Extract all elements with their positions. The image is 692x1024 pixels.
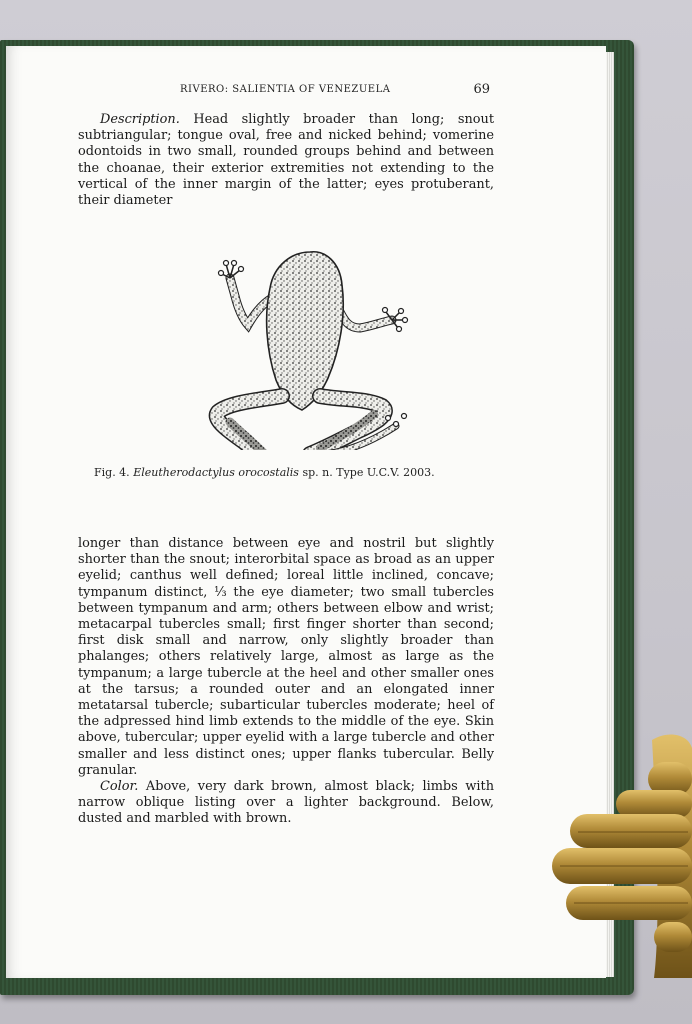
running-head-title: RIVERO: SALIENTIA OF VENEZUELA xyxy=(180,84,391,95)
frog-illustration xyxy=(160,200,410,450)
continuation-paragraph xyxy=(78,536,494,779)
color-text: Above, very dark brown, almost black; limbs with narrow oblique listing over a lighter background. Below, dusted and marbled with brown. xyxy=(78,779,494,827)
continuation-paragraphs xyxy=(78,536,494,828)
page-number: 69 xyxy=(473,82,490,97)
caption-prefix: Fig. 4. xyxy=(94,466,130,479)
running-head xyxy=(180,84,490,95)
caption-suffix: sp. n. Type U.C.V. 2003. xyxy=(302,466,435,479)
description-paragraph xyxy=(78,112,494,209)
continuation-part1: longer than distance between eye and nostril but slightly shorter than the snout; interorbital space as broad as an upper eyelid; canthus well defined; loreal little inclined, concave; tympanum distinct, xyxy=(78,536,494,600)
description-label: Description. xyxy=(100,112,180,127)
description-text: Head slightly broader than long; snout subtriangular; tongue oval, free and nicked behind; vomerine odontoids in two small, rounded groups behind and between the choanae, their exterior extremities not extending to the vertical of the inner margin of the latter; eyes protuberant, their diameter xyxy=(78,112,494,209)
brass-hand-bookend xyxy=(548,728,692,978)
continuation-part2: the eye diameter; two small tubercles between tympanum and arm; others between elbow and wrist; metacarpal tubercles small; first finger shorter than second; first disk small and narrow, only slightly broader than phalanges; others relatively large, almost as large as the tympanum; a large tubercle at the heel and other smaller ones at the tarsus; a rounded outer and an elongated inner metatarsal tubercle; subarticular tubercles moderate; heel of the adpressed hind limb extends to the middle of the eye. Skin above, tubercular; upper eyelid with a large tubercle and other smaller and less distinct ones; upper flanks tubercular. Belly granular. xyxy=(78,584,494,778)
caption-species: Eleutherodactylus orocostalis xyxy=(133,466,299,479)
figure-caption xyxy=(94,466,494,479)
fraction: ⅓ xyxy=(214,584,227,600)
color-label: Color. xyxy=(100,779,139,795)
color-paragraph xyxy=(78,779,494,828)
